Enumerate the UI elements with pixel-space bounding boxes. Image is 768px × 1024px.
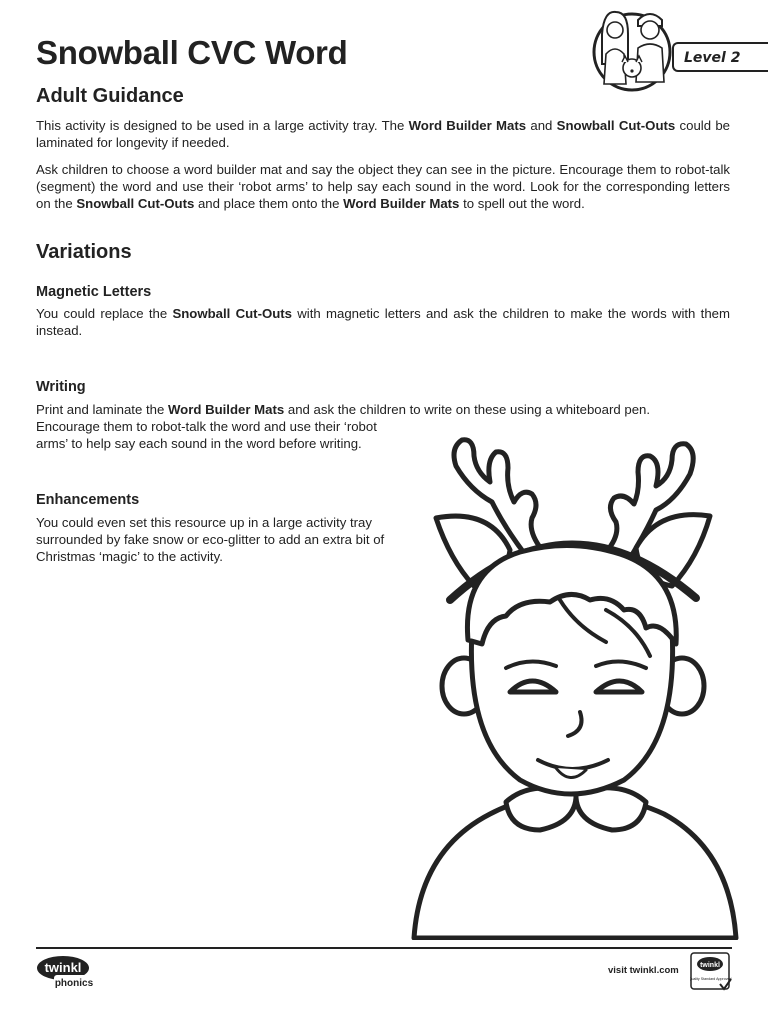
quality-standard-badge-icon bbox=[690, 952, 732, 992]
variations-heading: Variations bbox=[36, 241, 132, 263]
guidance-paragraph-1 bbox=[36, 117, 730, 151]
bold-term: Snowball Cut-Outs bbox=[172, 306, 293, 321]
writing-paragraph-rest: Encourage them to robot-talk the word and use their ‘robot arms’ to help say each sound in the word before writing. bbox=[36, 419, 377, 451]
brand-bottom-text: phonics bbox=[54, 978, 94, 989]
writing-paragraph-line1 bbox=[36, 401, 730, 418]
text-run: and place them onto the bbox=[194, 196, 344, 211]
enhancements-heading: Enhancements bbox=[36, 492, 140, 508]
enhancements-paragraph: You could even set this resource up in a large activity tray surrounded by fake snow or eco-glitter to add an extra bit of Christmas ‘magic’ to the activity. bbox=[36, 515, 385, 564]
text-run: This activity is designed to be used in a large activity tray. The bbox=[36, 118, 409, 133]
magnetic-letters-paragraph bbox=[36, 305, 730, 339]
text-run: Ask children to choose a word builder mat and say the object they can see in the picture. Encourage them to robot-talk (segment) the word and use their ‘robot arms’ to help say each sound in the word. Look for the corresponding letters on the bbox=[36, 162, 730, 211]
bold-term: Word Builder Mats bbox=[167, 402, 285, 417]
boy-with-antlers-illustration bbox=[410, 430, 740, 940]
twinkl-phonics-logo bbox=[36, 955, 98, 991]
bold-term: Snowball Cut-Outs bbox=[76, 196, 195, 211]
page-title: Snowball CVC Word bbox=[36, 34, 348, 71]
bold-term: Snowball Cut-Outs bbox=[556, 118, 676, 133]
text-run: and bbox=[526, 118, 557, 133]
bold-term: Word Builder Mats bbox=[343, 196, 460, 211]
bold-term: Word Builder Mats bbox=[408, 118, 527, 133]
adult-guidance-heading: Adult Guidance bbox=[36, 85, 184, 107]
level-label: Level 2 bbox=[684, 50, 741, 66]
text-run: with magnetic letters and ask the children to make the words with them instead. bbox=[36, 306, 730, 338]
text-run: You could replace the bbox=[36, 306, 173, 321]
characters-circle-icon bbox=[592, 4, 676, 96]
writing-heading: Writing bbox=[36, 379, 86, 395]
brand-top-text: twinkl bbox=[44, 960, 82, 975]
guidance-paragraph-2 bbox=[36, 161, 730, 212]
text-run: Print and laminate the bbox=[36, 402, 168, 417]
footer-divider bbox=[36, 947, 732, 949]
level-badge bbox=[672, 42, 768, 72]
visit-link[interactable]: visit twinkl.com bbox=[608, 965, 679, 976]
text-run: to spell out the word. bbox=[459, 196, 585, 211]
badge-caption: Quality Standard Approved bbox=[690, 977, 732, 981]
badge-brand-text: twinkl bbox=[700, 962, 720, 969]
text-run: and ask the children to write on these using a whiteboard pen. bbox=[284, 402, 651, 417]
magnetic-letters-heading: Magnetic Letters bbox=[36, 284, 152, 300]
text-run: could be laminated for longevity if needed. bbox=[36, 118, 730, 150]
